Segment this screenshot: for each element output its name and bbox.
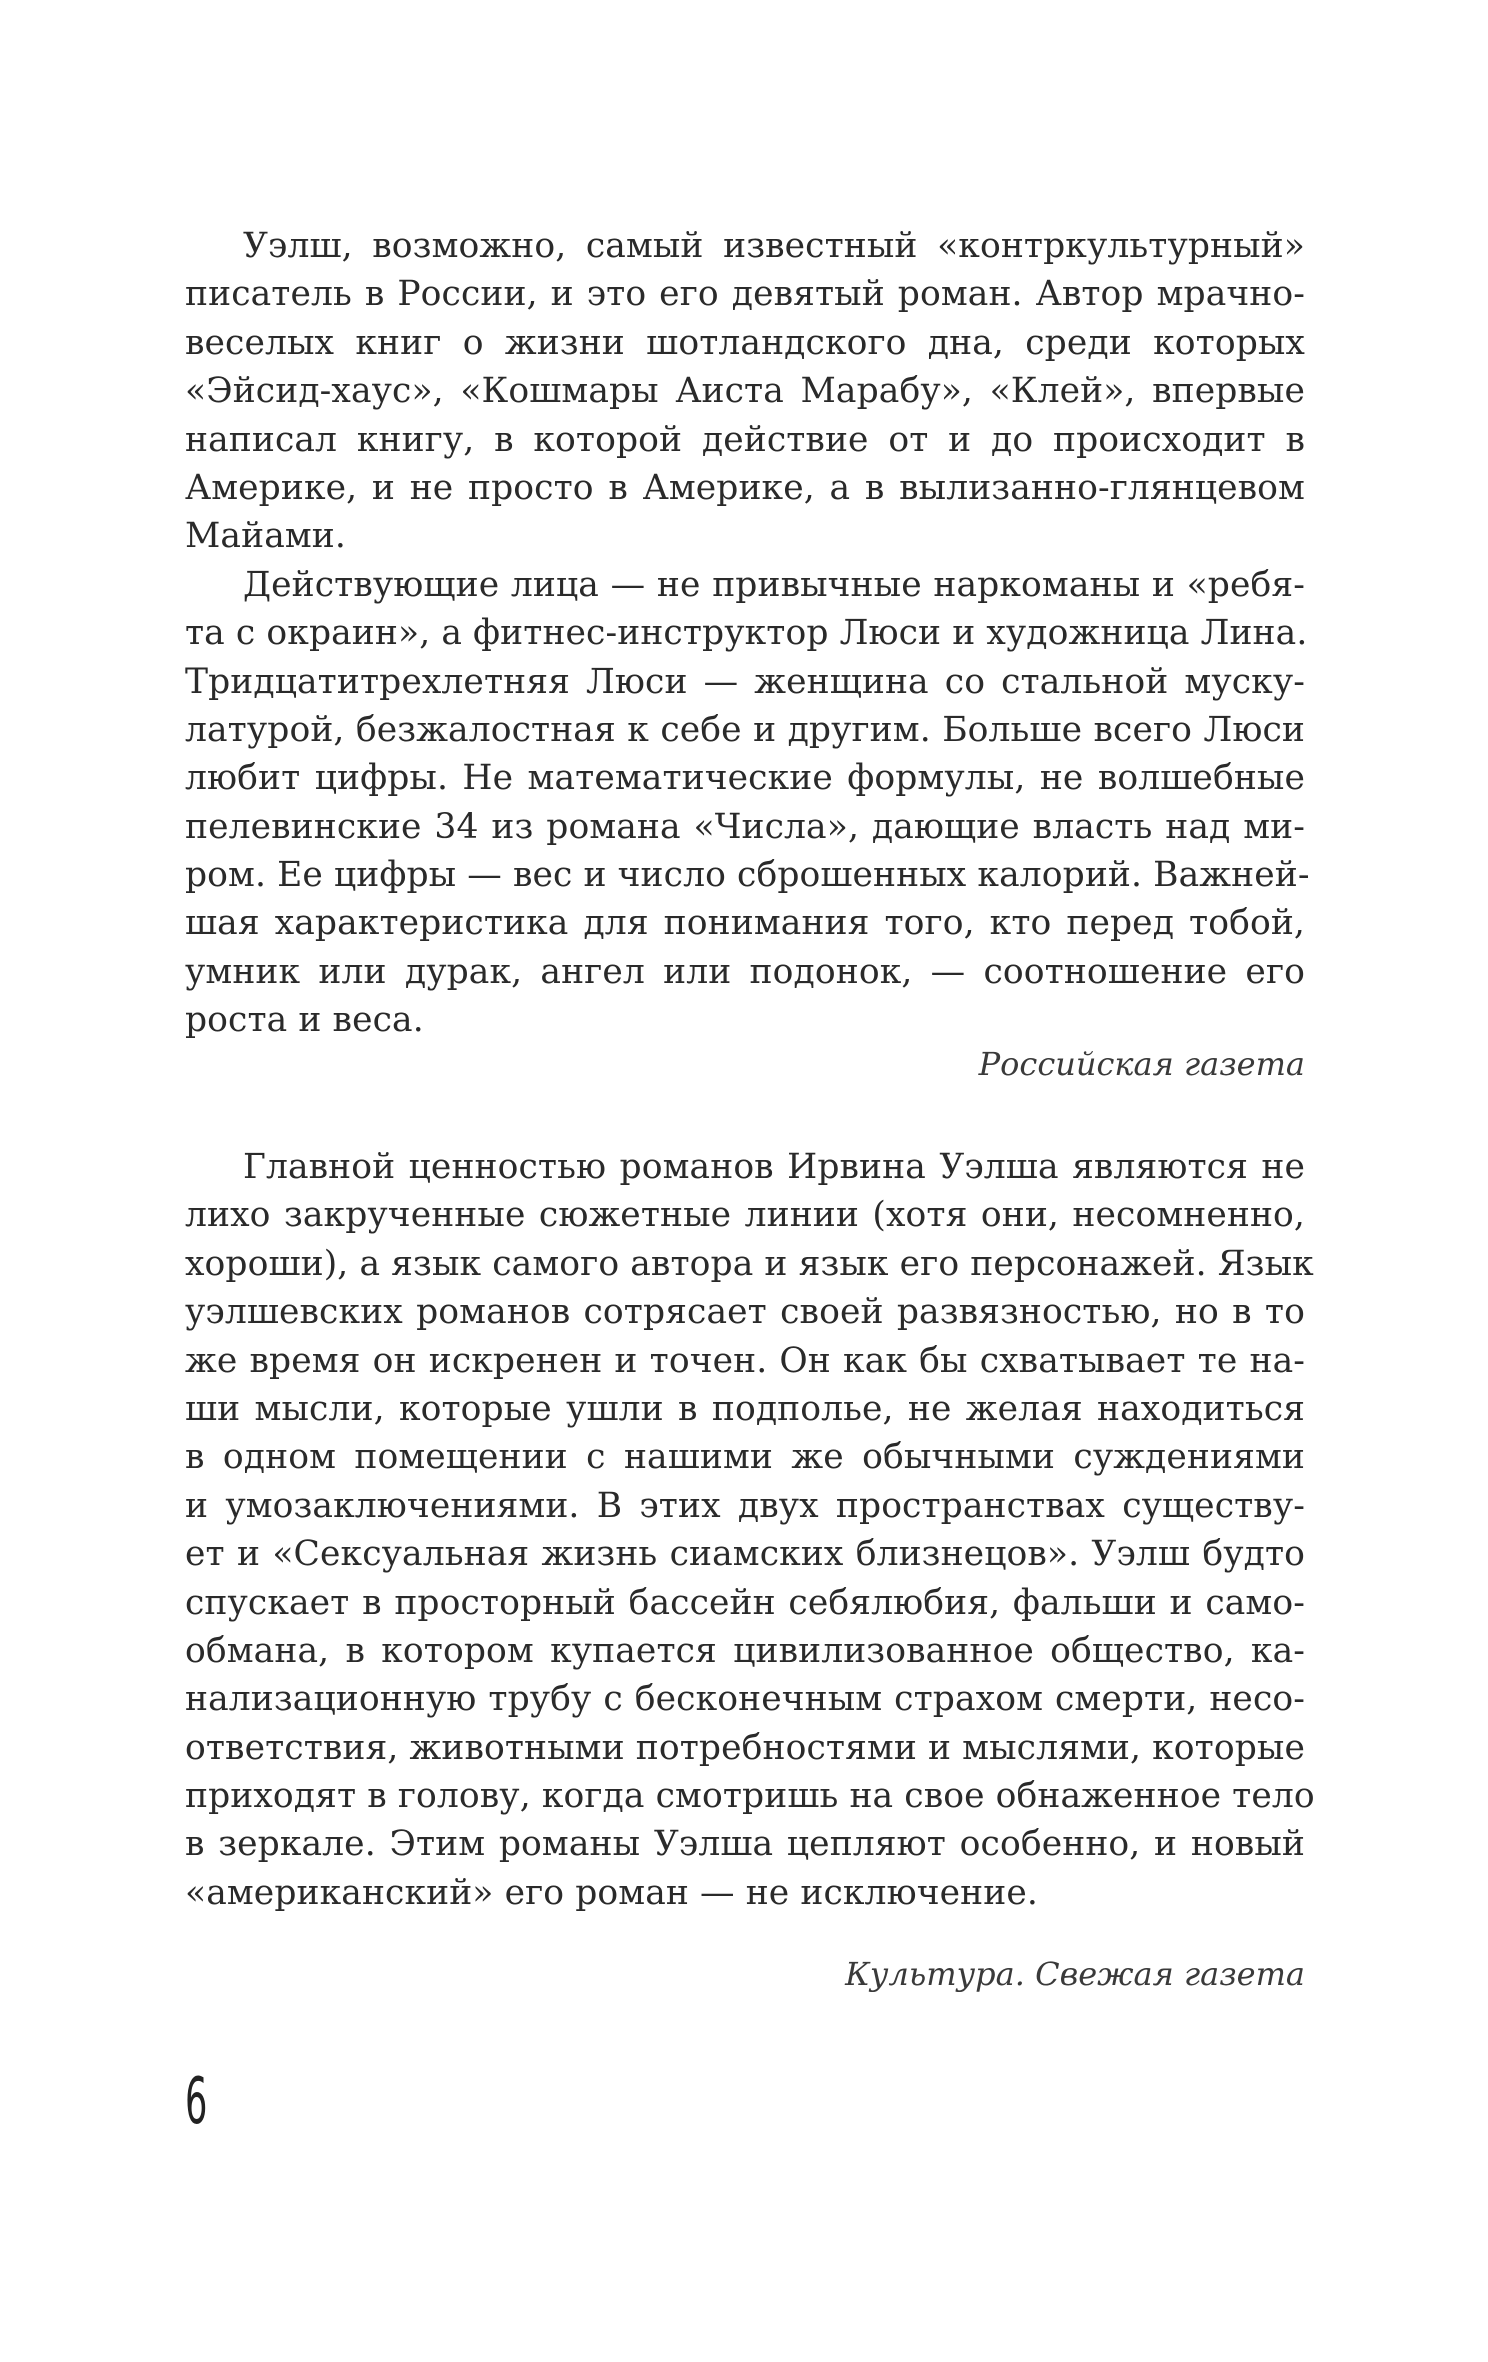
- review-1-line: та с окраин», а фитнес-инструктор Люси и художница Лина.: [185, 613, 1308, 654]
- review-1-line: Действующие лица — не привычные наркоманы и «ребя-: [243, 564, 1305, 605]
- review-2-text: [185, 1143, 1315, 1917]
- page-number: 6: [185, 2065, 208, 2139]
- review-2-line: же время он искренен и точен. Он как бы схватывает те на-: [185, 1340, 1305, 1381]
- review-1-text: [185, 222, 1310, 1045]
- review-1-source: Российская газета: [978, 1045, 1305, 1083]
- review-2-source: Культура. Свежая газета: [845, 1955, 1305, 1993]
- review-2-line: приходят в голову, когда смотришь на свое обнаженное тело: [185, 1776, 1315, 1817]
- review-1-line: пелевинские 34 из романа «Числа», дающие власть над ми-: [185, 806, 1305, 847]
- review-1-line: Тридцатитрехлетняя Люси — женщина со стальной муску-: [185, 661, 1305, 702]
- review-1-line: латурой, безжалостная к себе и другим. Больше всего Люси: [185, 709, 1305, 750]
- review-2-line: нализационную трубу с бесконечным страхом смерти, несо-: [185, 1679, 1305, 1720]
- review-1-line: любит цифры. Не математические формулы, не волшебные: [185, 758, 1305, 799]
- review-1-line: умник или дурак, ангел или подонок, — соотношение его: [185, 951, 1305, 992]
- review-2-line: обмана, в котором купается цивилизованное общество, ка-: [185, 1630, 1305, 1671]
- review-1-line: Уэлш, возможно, самый известный «контркультурный»: [243, 226, 1305, 266]
- review-1-line: Майами.: [185, 516, 346, 557]
- review-2-line: спускает в просторный бассейн себялюбия, фальши и само-: [185, 1582, 1305, 1623]
- review-2-line: ответствия, животными потребностями и мыслями, которые: [185, 1727, 1305, 1768]
- review-2-line: ши мысли, которые ушли в подполье, не желая находиться: [185, 1388, 1305, 1429]
- review-2-line: ет и «Сексуальная жизнь сиамских близнецов». Уэлш будто: [185, 1534, 1305, 1575]
- review-1-line: Америке, и не просто в Америке, а в вылизанно-глянцевом: [185, 467, 1305, 508]
- review-2-line: «американский» его роман — не исключение.: [185, 1872, 1038, 1913]
- review-1-line: писатель в России, и это его девятый роман. Автор мрачно-: [185, 274, 1305, 315]
- review-2-line: Главной ценностью романов Ирвина Уэлша являются не: [243, 1147, 1305, 1187]
- review-2-line: и умозаключениями. В этих двух пространствах существу-: [185, 1485, 1305, 1526]
- review-1-line: шая характеристика для понимания того, кто перед тобой,: [185, 903, 1305, 944]
- review-2-line: лихо закрученные сюжетные линии (хотя они, несомненно,: [185, 1195, 1305, 1236]
- review-2-line: уэлшевских романов сотрясает своей развязностью, но в то: [185, 1292, 1305, 1333]
- review-1-line: роста и веса.: [185, 1000, 424, 1041]
- review-2-line: в одном помещении с нашими же обычными суждениями: [185, 1437, 1305, 1478]
- review-1-line: веселых книг о жизни шотландского дна, среди которых: [185, 322, 1305, 363]
- review-2-line: в зеркале. Этим романы Уэлша цепляют особенно, и новый: [185, 1824, 1305, 1865]
- review-2-line: хороши), а язык самого автора и язык его персонажей. Язык: [185, 1243, 1314, 1284]
- review-1-line: ром. Ее цифры — вес и число сброшенных калорий. Важней-: [185, 855, 1310, 896]
- review-1-line: написал книгу, в которой действие от и до происходит в: [185, 419, 1305, 460]
- review-1-line: «Эйсид-хаус», «Кошмары Аиста Марабу», «Клей», впервые: [185, 371, 1305, 412]
